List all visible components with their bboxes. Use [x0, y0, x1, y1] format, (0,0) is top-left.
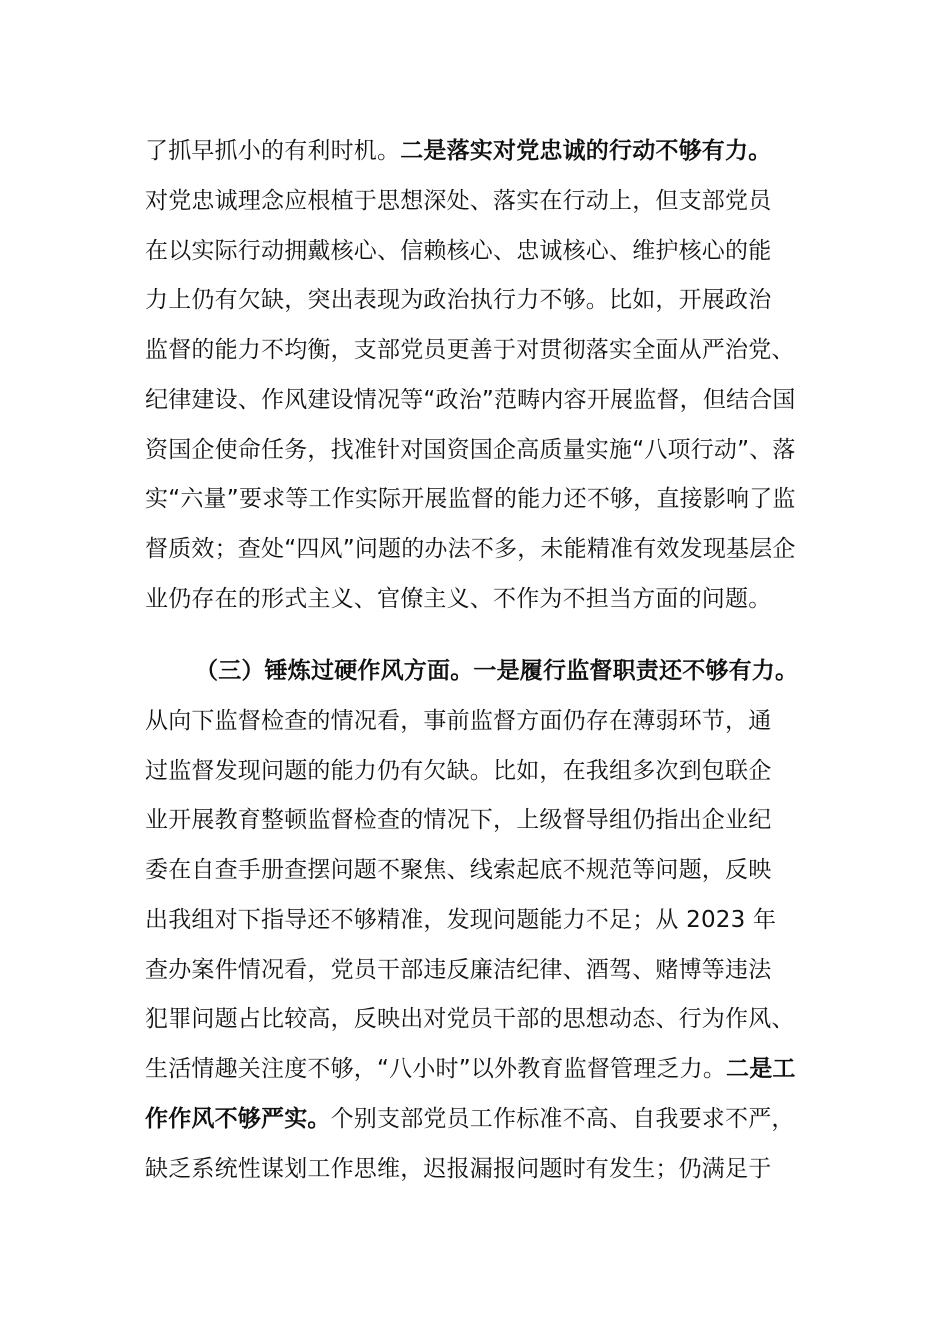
text-line: 从向下监督检查的情况看，事前监督方面仍存在薄弱环节，通	[145, 708, 772, 734]
text-line: 纪律建设、作风建设情况等“政治”范畴内容开展监督，但结合国	[145, 387, 796, 413]
text-line: 委在自查手册查摆问题不聚焦、线索起底不规范等问题，反映	[145, 857, 772, 883]
text-line: 监督的能力不均衡，支部党员更善于对贯彻落实全面从严治党、	[145, 337, 795, 363]
text-line: 业开展教育整顿监督检查的情况下，上级督导组仍指出企业纪	[145, 807, 772, 833]
text-line	[145, 1054, 796, 1084]
text-line: 犯罪问题占比较高，反映出对党员干部的思想动态、行为作风、	[145, 1006, 795, 1032]
text-line: 力上仍有欠缺，突出表现为政治执行力不够。比如，开展政治	[145, 287, 772, 313]
text-line: 对党忠诚理念应根植于思想深处、落实在行动上，但支部党员	[145, 188, 772, 214]
text-line: 过监督发现问题的能力仍有欠缺。比如，在我组多次到包联企	[145, 758, 772, 784]
text-line: 查办案件情况看，党员干部违反廉洁纪律、酒驾、赌博等违法	[145, 957, 772, 983]
section-heading-line: （三）锤炼过硬作风方面。一是履行监督职责还不够有力。	[195, 658, 799, 684]
text-line: 在以实际行动拥戴核心、信赖核心、忠诚核心、维护核心的能	[145, 238, 772, 264]
bold-text-run: 二是工	[726, 1056, 796, 1082]
text-line: 缺乏系统性谋划工作思维，迟报漏报问题时有发生；仍满足于	[145, 1156, 772, 1182]
text-run: 生活情趣关注度不够，“八小时”以外教育监督管理乏力。	[145, 1056, 727, 1082]
text-line: 资国企使命任务，找准针对国资国企高质量实施“八项行动”、落	[145, 437, 796, 463]
bold-text-run: 二是落实对党忠诚的行动不够有力。	[400, 138, 772, 164]
text-line: 实“六量”要求等工作实际开展监督的能力还不够，直接影响了监	[145, 486, 796, 512]
bold-text-run: 作作风不够严实。	[145, 1106, 331, 1132]
text-line: 督质效；查处“四风”问题的办法不多，未能精准有效发现基层企	[145, 536, 796, 562]
text-run: 个别支部党员工作标准不高、自我要求不严，	[330, 1106, 795, 1132]
text-line	[145, 1104, 795, 1134]
text-line: 出我组对下指导还不够精准，发现问题能力不足；从 2023 年	[145, 907, 777, 933]
text-run: 了抓早抓小的有利时机。	[145, 138, 401, 164]
text-line	[145, 136, 771, 166]
text-line: 业仍存在的形式主义、官僚主义、不作为不担当方面的问题。	[145, 586, 772, 612]
